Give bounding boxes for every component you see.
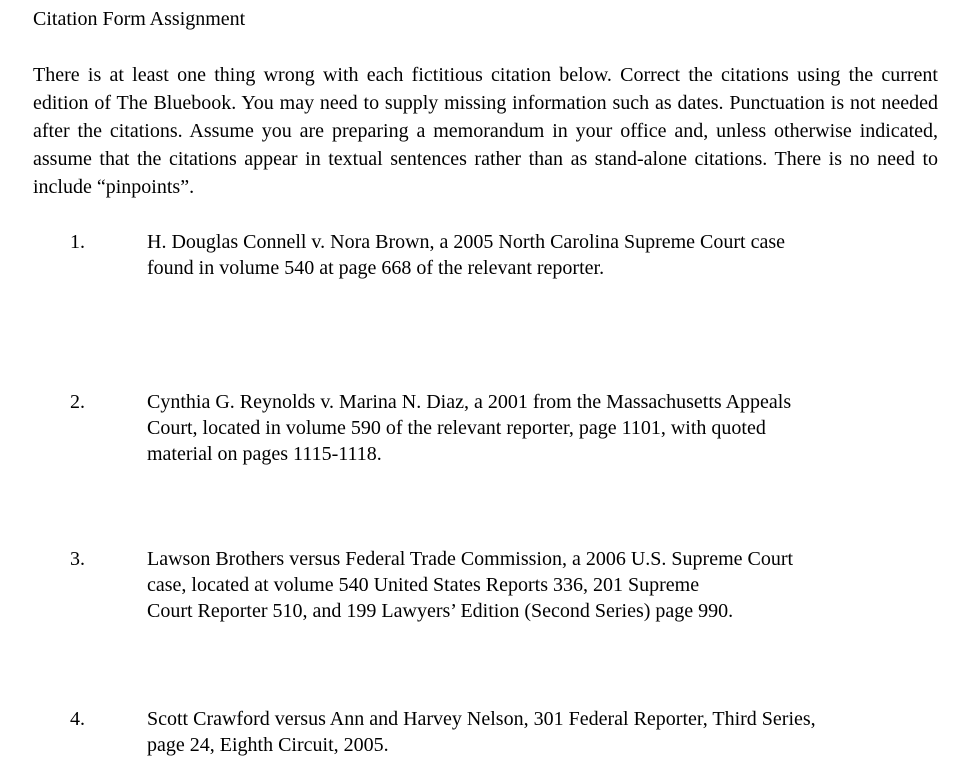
- item-text: [147, 229, 922, 281]
- item-text-line: Cynthia G. Reynolds v. Marina N. Diaz, a 2001 from the Massachusetts Appeals: [147, 391, 792, 413]
- item-text-line: Court Reporter 510, and 199 Lawyers’ Edition (Second Series) page 990.: [147, 600, 734, 622]
- item-text: [147, 389, 922, 467]
- item-text-line: found in volume 540 at page 668 of the relevant reporter.: [147, 257, 605, 279]
- item-text-line: H. Douglas Connell v. Nora Brown, a 2005 North Carolina Supreme Court case: [147, 231, 786, 253]
- item-text: [147, 706, 922, 758]
- item-text-line: case, located at volume 540 United States Reports 336, 201 Supreme: [147, 574, 700, 596]
- item-text-line: Scott Crawford versus Ann and Harvey Nelson, 301 Federal Reporter, Third Series,: [147, 708, 816, 730]
- item-text-line: Lawson Brothers versus Federal Trade Commission, a 2006 U.S. Supreme Court: [147, 548, 794, 570]
- instructions-paragraph: There is at least one thing wrong with each fictitious citation below. Correct the citations using the current edition of The Bluebook. You may need to supply missing information such as dates. Punctuation is not needed after the citations. Assume you are preparing a memorandum in your office and, unless otherwise indicated, assume that the citations appear in textual sentences rather than as stand-alone citations. There is no need to include “pinpoints”.: [33, 64, 938, 198]
- page-title: Citation Form Assignment: [33, 8, 246, 30]
- item-number: 4.: [70, 708, 85, 730]
- item-number: 2.: [70, 391, 85, 413]
- item-text-line: Court, located in volume 590 of the relevant reporter, page 1101, with quoted: [147, 417, 766, 439]
- item-text-line: material on pages 1115-1118.: [147, 443, 382, 465]
- item-text-line: page 24, Eighth Circuit, 2005.: [147, 734, 389, 756]
- item-number: 1.: [70, 231, 85, 253]
- item-number: 3.: [70, 548, 85, 570]
- item-text: [147, 546, 922, 624]
